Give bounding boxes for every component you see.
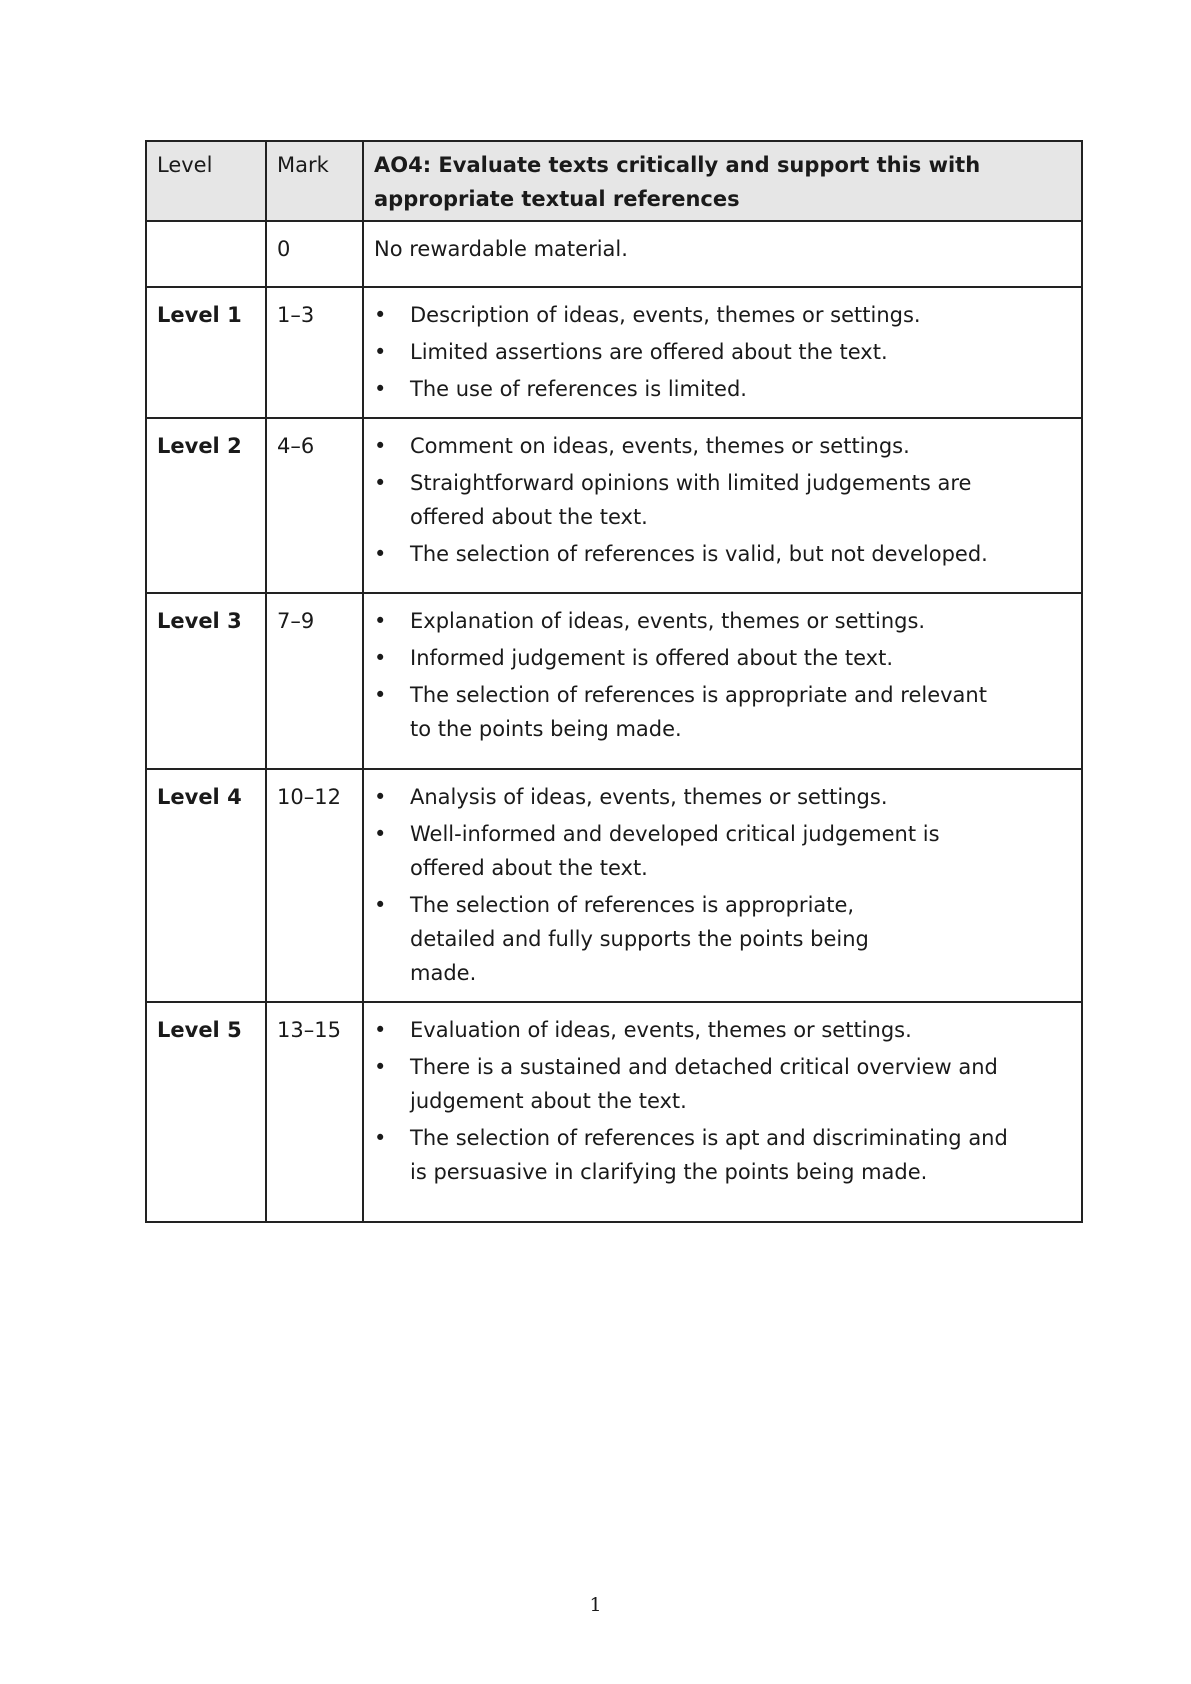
level-cell: Level 2 [146, 418, 266, 593]
bullet-icon: • [374, 542, 387, 566]
list-item [374, 678, 1010, 746]
table-row [146, 418, 1082, 593]
bullet-icon: • [374, 303, 387, 327]
list-item [374, 466, 1010, 534]
mark-cell: 0 [266, 221, 363, 287]
level-cell: Level 3 [146, 593, 266, 769]
bullet-icon: • [374, 1126, 387, 1150]
mark-scheme-table [145, 140, 1083, 1223]
list-item [374, 1013, 1010, 1047]
mark-cell: 7–9 [266, 593, 363, 769]
bullet-icon: • [374, 471, 387, 495]
bullet-text: The selection of references is appropriate, detailed and fully supports the points being made. [410, 893, 869, 985]
list-item [374, 537, 1010, 571]
descriptor-cell [363, 287, 1082, 418]
list-item [374, 1121, 1030, 1189]
bullet-text: Informed judgement is offered about the text. [410, 646, 894, 670]
descriptor-cell [363, 418, 1082, 593]
descriptor-cell [363, 769, 1082, 1002]
bullet-icon: • [374, 893, 387, 917]
bullet-icon: • [374, 1055, 387, 1079]
list-item [374, 641, 1010, 675]
bullet-text: Comment on ideas, events, themes or settings. [410, 434, 910, 458]
descriptor-list [374, 780, 1071, 990]
level-cell: Level 4 [146, 769, 266, 1002]
level-cell: Level 1 [146, 287, 266, 418]
bullet-icon: • [374, 377, 387, 401]
bullet-text: Explanation of ideas, events, themes or settings. [410, 609, 926, 633]
bullet-text: The selection of references is apt and discriminating and is persuasive in clarifying the points being made. [410, 1126, 1008, 1184]
descriptor-cell [363, 1002, 1082, 1222]
bullet-icon: • [374, 434, 387, 458]
list-item [374, 335, 1010, 369]
mark-cell: 1–3 [266, 287, 363, 418]
page-number: 1 [589, 1594, 602, 1616]
table-row [146, 1002, 1082, 1222]
bullet-icon: • [374, 822, 387, 846]
level-column-header: Level [146, 141, 266, 221]
mark-column-header: Mark [266, 141, 363, 221]
descriptor-list [374, 298, 1071, 406]
list-item [374, 817, 1010, 885]
bullet-text: Well-informed and developed critical judgement is offered about the text. [410, 822, 940, 880]
descriptor-list [374, 604, 1071, 746]
bullet-icon: • [374, 609, 387, 633]
table-row [146, 769, 1082, 1002]
list-item [374, 780, 1010, 814]
bullet-text: The selection of references is appropriate and relevant to the points being made. [410, 683, 987, 741]
list-item [374, 298, 1010, 332]
bullet-icon: • [374, 646, 387, 670]
bullet-text: The use of references is limited. [410, 377, 747, 401]
bullet-icon: • [374, 1018, 387, 1042]
bullet-text: There is a sustained and detached critical overview and judgement about the text. [410, 1055, 998, 1113]
bullet-text: Limited assertions are offered about the text. [410, 340, 888, 364]
mark-cell: 10–12 [266, 769, 363, 1002]
descriptor-cell [363, 593, 1082, 769]
descriptor-list [374, 1013, 1071, 1189]
level-cell: Level 5 [146, 1002, 266, 1222]
list-item [374, 372, 1010, 406]
bullet-icon: • [374, 785, 387, 809]
table-header-row [146, 141, 1082, 221]
bullet-text: The selection of references is valid, but not developed. [410, 542, 988, 566]
bullet-text: Analysis of ideas, events, themes or settings. [410, 785, 888, 809]
bullet-text: Description of ideas, events, themes or settings. [410, 303, 921, 327]
list-item [374, 888, 890, 990]
mark-cell: 13–15 [266, 1002, 363, 1222]
mark-cell: 4–6 [266, 418, 363, 593]
ao4-column-header: AO4: Evaluate texts critically and support this with appropriate textual references [363, 141, 1082, 221]
bullet-text: Evaluation of ideas, events, themes or settings. [410, 1018, 912, 1042]
table-row [146, 593, 1082, 769]
list-item [374, 1050, 1030, 1118]
descriptor-cell: No rewardable material. [363, 221, 1082, 287]
bullet-icon: • [374, 340, 387, 364]
list-item [374, 604, 1010, 638]
level-cell [146, 221, 266, 287]
bullet-text: Straightforward opinions with limited judgements are offered about the text. [410, 471, 972, 529]
table-row [146, 287, 1082, 418]
table-row [146, 221, 1082, 287]
descriptor-list [374, 429, 1071, 571]
bullet-icon: • [374, 683, 387, 707]
list-item [374, 429, 1010, 463]
